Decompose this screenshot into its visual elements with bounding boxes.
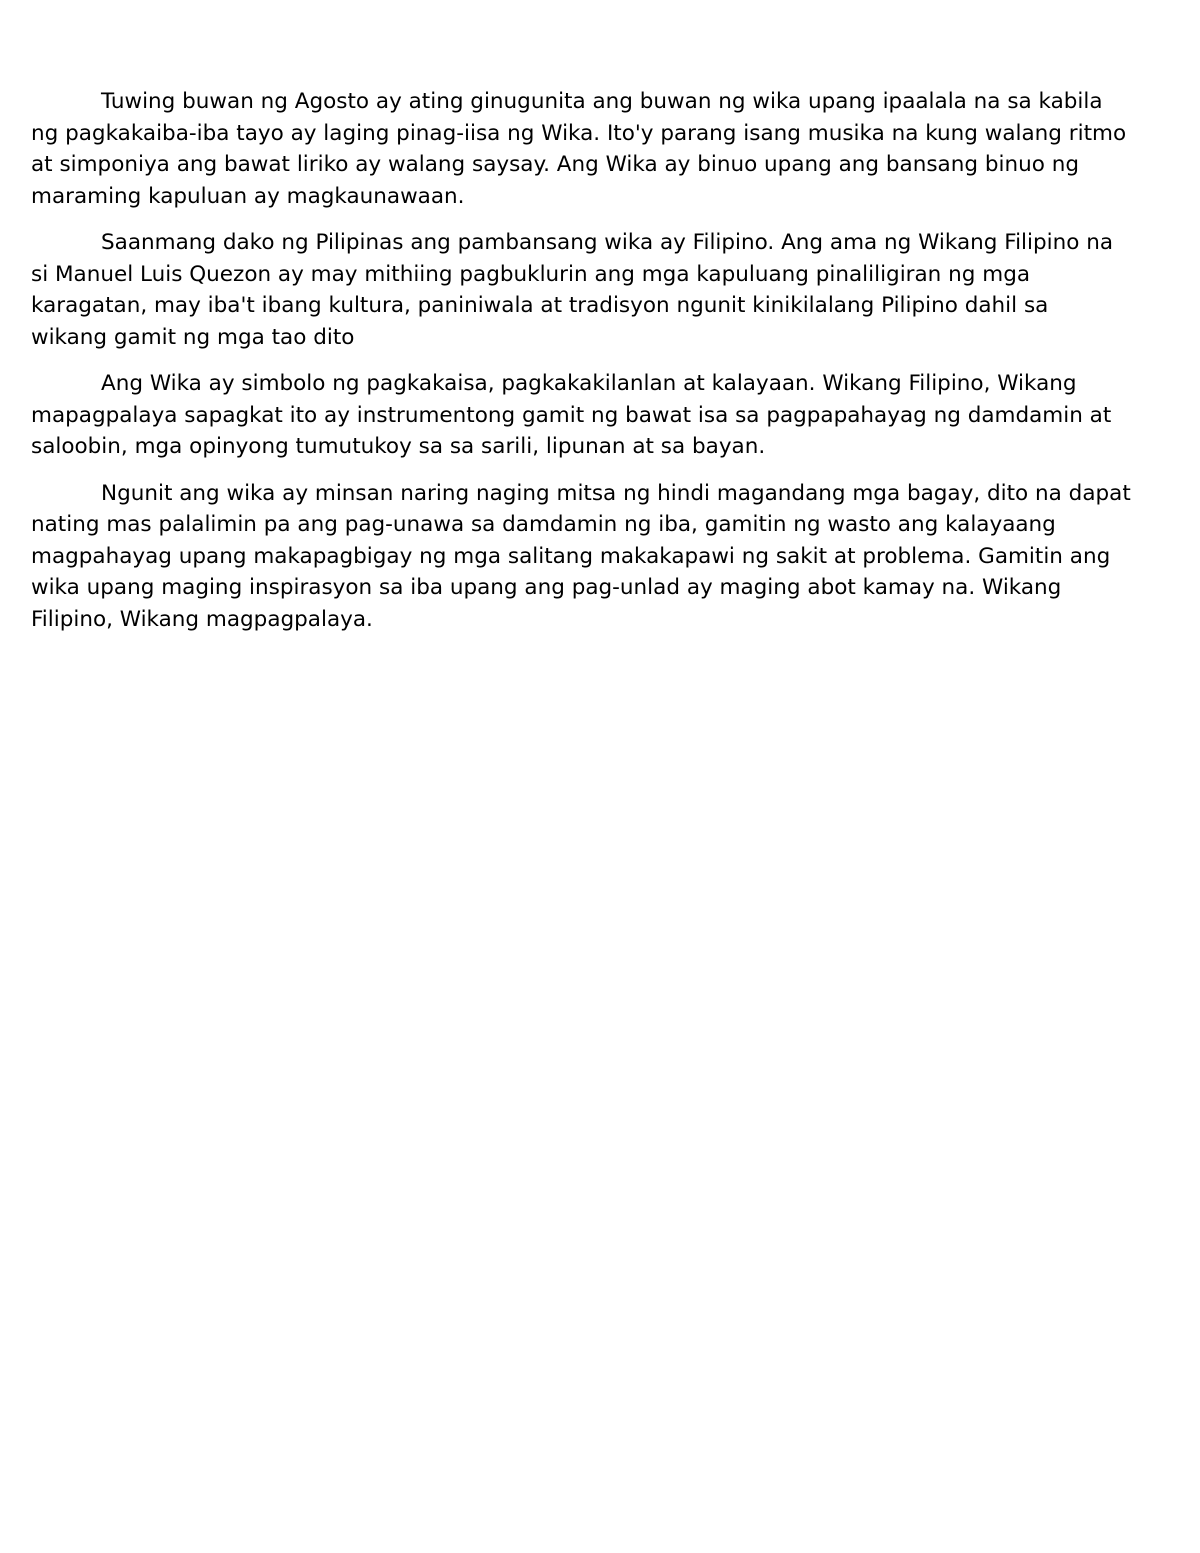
paragraph-4: Ngunit ang wika ay minsan naring naging mitsa ng hindi magandang mga bagay, dito na dapat nating mas palalimin pa ang pag-unawa sa damdamin ng iba, gamitin ng wasto ang kalayaang magpahayag upang makapagbigay ng mga salitang makakapawi ng sakit at problema. Gamitin ang wika upang maging inspirasyon sa iba upang ang pag-unlad ay maging abot kamay na. Wikang Filipino, Wikang magpagpalaya. bbox=[31, 480, 1131, 632]
paragraph-3: Ang Wika ay simbolo ng pagkakaisa, pagkakakilanlan at kalayaan. Wikang Filipino, Wikang mapagpalaya sapagkat ito ay instrumentong gamit ng bawat isa sa pagpapahayag ng damdamin at saloobin, mga opinyong tumutukoy sa sa sarili, lipunan at sa bayan. bbox=[31, 371, 1112, 459]
document-body bbox=[31, 86, 1131, 650]
paragraph-1: Tuwing buwan ng Agosto ay ating ginugunita ang buwan ng wika upang ipaalala na sa kabila ng pagkakaiba-iba tayo ay laging pinag-iisa ng Wika. Ito'y parang isang musika na kung walang ritmo at simponiya ang bawat liriko ay walang saysay. Ang Wika ay binuo upang ang bansang binuo ng maraming kapuluan ay magkaunawaan. bbox=[31, 89, 1127, 209]
paragraph-2: Saanmang dako ng Pilipinas ang pambansang wika ay Filipino. Ang ama ng Wikang Filipino na si Manuel Luis Quezon ay may mithiing pagbuklurin ang mga kapuluang pinaliligiran ng mga karagatan, may iba't ibang kultura, paniniwala at tradisyon ngunit kinikilalang Pilipino dahil sa wikang gamit ng mga tao dito bbox=[31, 230, 1114, 350]
